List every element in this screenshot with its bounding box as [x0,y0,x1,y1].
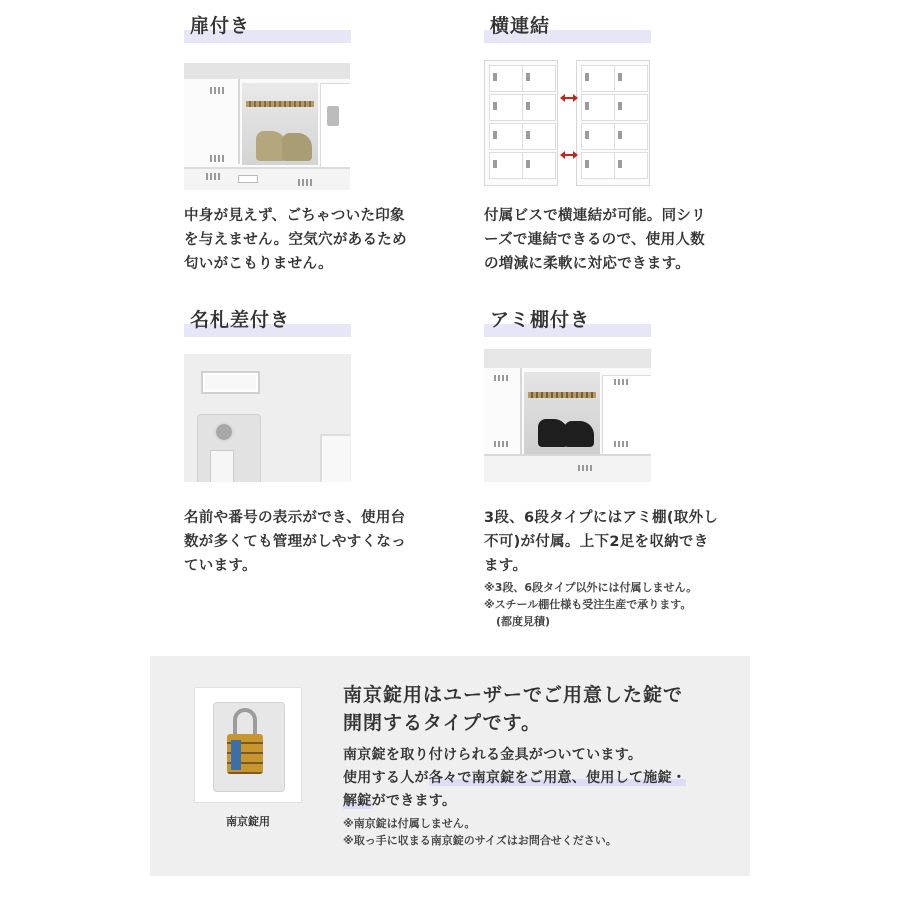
highlight-text: 解錠 [343,793,372,809]
section-title-door: 扉付き [190,15,251,37]
padlock-notes: ※南京錠は付属しません。 ※取っ手に収まる南京錠のサイズはお問合せください。 [343,817,617,847]
link-arrow-icon [564,97,574,99]
section-title-mesh-shelf: アミ棚付き [490,309,591,331]
section-description-mesh-shelf: 3段、6段タイプにはアミ棚(取外し 不可)が付属。上下2足を収納でき ます。 [484,510,719,574]
nameplate-photo [184,354,351,482]
padlock-caption: 南京錠用 [226,815,270,828]
padlock-photo [194,687,302,803]
mesh-shelf-photo [484,349,651,482]
nameplate-icon [201,371,260,394]
highlight-text: 各々で南京錠をご用意、使用して施錠・ [428,770,687,786]
keyhole-icon [214,422,234,442]
padlock-heading: 南京錠用はユーザーでご用意した錠で 開閉するタイプです。 [343,684,684,734]
section-title-link: 横連結 [490,15,551,37]
mesh-shelf-notes: ※3段、6段タイプ以外には付属しません。 ※スチール棚仕様も受注生産で承ります。 (都度見積) [484,581,698,628]
locker-door-photo [184,63,350,190]
section-description-door: 中身が見えず、ごちゃついた印象 を与えません。空気穴があるため 匂いがこもりません。 [184,208,407,272]
section-title-nameplate: 名札差付き [190,309,291,331]
link-arrow-icon [564,154,574,156]
linked-lockers-photo [484,60,650,188]
section-description-nameplate: 名前や番号の表示ができ、使用台 数が多くても管理がしやすくなっ ています。 [184,510,406,574]
padlock-body: 南京錠を取り付けられる金具がついています。 使用する人が各々で南京錠をご用意、使用して施錠・ 解錠ができます。 [343,747,687,809]
section-description-link: 付属ビスで横連結が可能。同シリ ーズで連結できるので、使用人数 の増減に柔軟に対応できます。 [484,208,706,272]
